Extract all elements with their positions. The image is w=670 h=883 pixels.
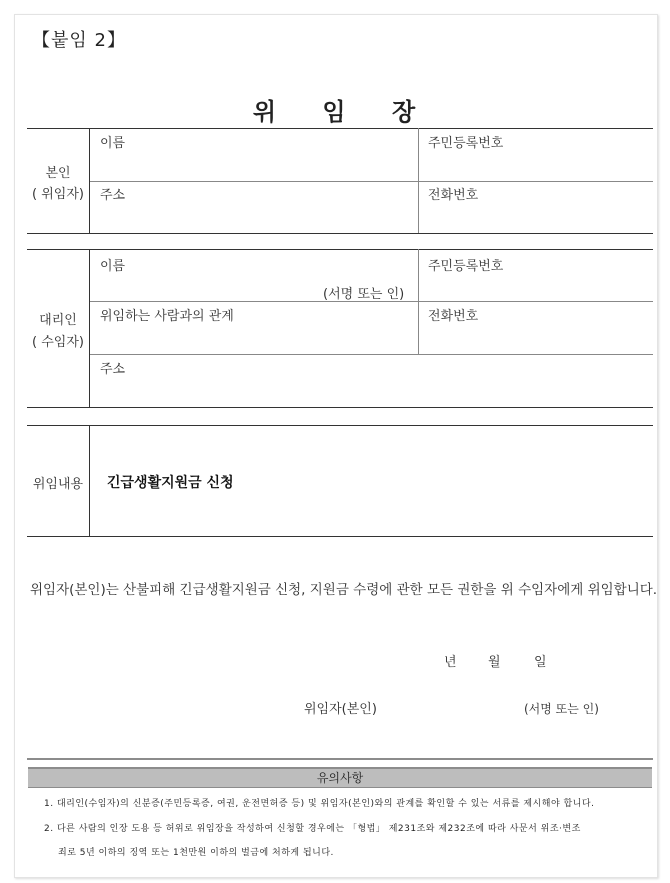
principal-id-field[interactable]: 주민등록번호 — [428, 136, 504, 151]
delegation-statement: 위임자(본인)는 산불피해 긴급생활지원금 신청, 지원금 수령에 관한 모든 권한을 위 수임자에게 위임합니다. — [30, 582, 658, 598]
signer-label: 위임자(본인) — [304, 702, 377, 717]
notice-item-1: 1. 대리인(수임자)의 신분증(주민등록증, 여권, 운전면허증 등) 및 위임자(본인)와의 관계를 확인할 수 있는 서류를 제시해야 합니다. — [44, 799, 595, 809]
agent-address-field[interactable]: 주소 — [100, 362, 126, 377]
date-day: 일 — [534, 655, 547, 670]
agent-id-field[interactable]: 주민등록번호 — [428, 259, 504, 274]
signer-signature-hint: (서명 또는 인) — [524, 702, 599, 716]
principal-address-field[interactable]: 주소 — [100, 188, 126, 203]
agent-relation-field[interactable]: 위임하는 사람과의 관계 — [100, 309, 234, 324]
notice-header: 유의사항 — [28, 767, 652, 788]
delegation-header: 위임내용 — [32, 477, 84, 492]
agent-header-line2: ( 수임자) — [32, 335, 84, 350]
principal-phone-field[interactable]: 전화번호 — [428, 188, 479, 203]
agent-signature-hint: (서명 또는 인) — [323, 287, 405, 302]
agent-phone-field[interactable]: 전화번호 — [428, 309, 479, 324]
notice-item-2-cont: 죄로 5년 이하의 징역 또는 1천만원 이하의 벌금에 처하게 됩니다. — [58, 848, 334, 858]
agent-header-line1: 대리인 — [39, 313, 77, 328]
delegation-content: 긴급생활지원금 신청 — [107, 475, 234, 491]
agent-name-field[interactable]: 이름 — [100, 259, 126, 274]
date-month: 월 — [488, 655, 501, 670]
attachment-label: 【붙임 2】 — [32, 30, 126, 51]
document-title: 위 임 장 — [252, 98, 418, 126]
principal-name-field[interactable]: 이름 — [100, 136, 126, 151]
notice-item-2: 2. 다른 사람의 인장 도용 등 허위로 위임장을 작성하여 신청할 경우에는 「형법」 제231조와 제232조에 따라 사문서 위조·변조 — [44, 824, 581, 834]
principal-header-line1: 본인 — [45, 166, 71, 181]
principal-header-line2: ( 위임자) — [32, 187, 84, 202]
date-year: 년 — [444, 655, 457, 670]
